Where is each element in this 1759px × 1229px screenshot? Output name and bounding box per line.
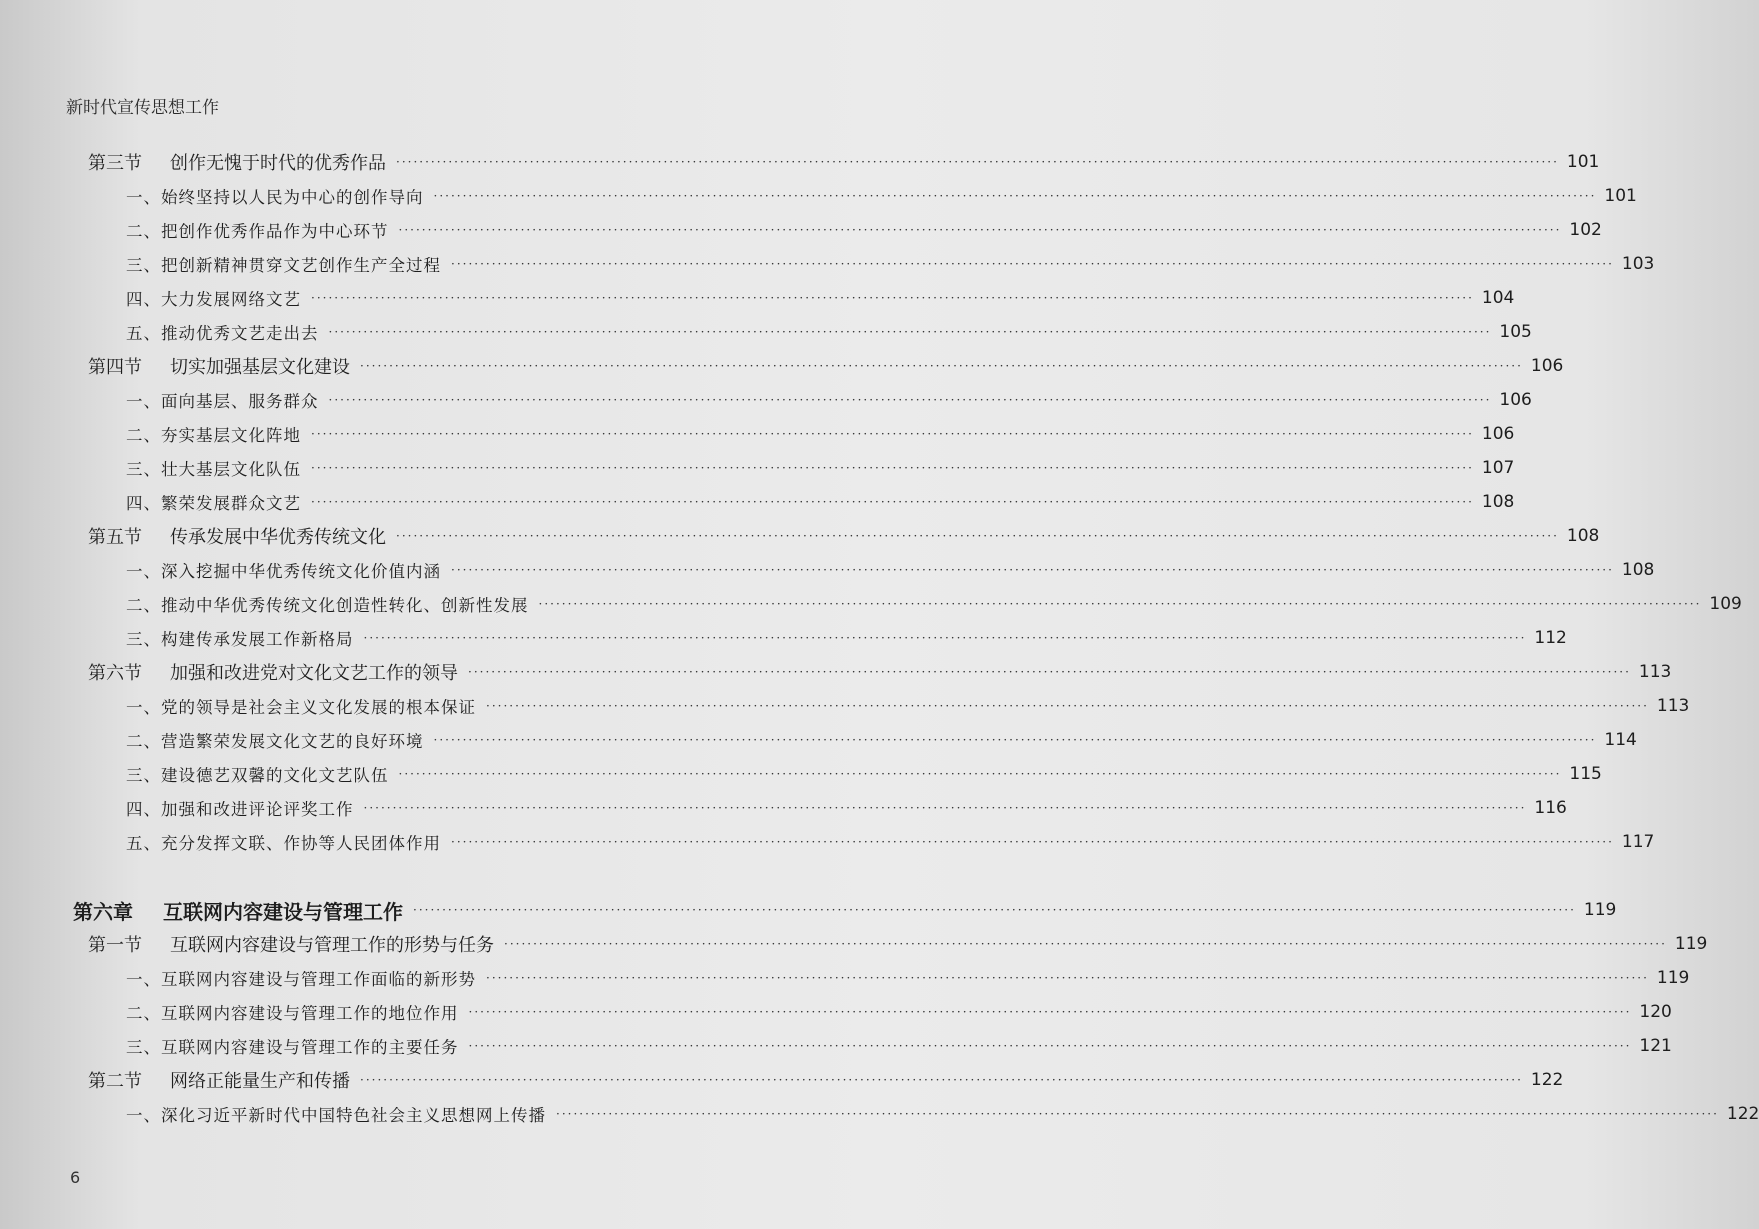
dot-leader: ········································································································································································································ xyxy=(360,1073,1523,1087)
running-header: 新时代宣传思想工作 xyxy=(66,98,219,118)
toc-entry-label xyxy=(0,796,354,820)
toc-entry-label xyxy=(0,320,319,344)
toc-page-number: 119 xyxy=(1674,934,1708,954)
toc-entry-title: 二、推动中华优秀传统文化创造性转化、创新性发展 xyxy=(126,596,529,615)
toc-page-number: 120 xyxy=(1639,1002,1672,1022)
dot-leader: ········································································································································································································ xyxy=(451,835,1614,849)
toc-page-number: 113 xyxy=(1656,696,1690,716)
toc-item-row xyxy=(0,418,1515,450)
dot-leader: ········································································································································································································ xyxy=(311,461,1474,475)
dot-leader: ········································································································································································································ xyxy=(311,291,1474,305)
toc-entry-label xyxy=(0,218,389,242)
toc-item-row xyxy=(0,690,1690,722)
toc-page-number: 107 xyxy=(1481,458,1515,478)
toc-entry-label xyxy=(0,149,386,175)
toc-entry-title: 四、加强和改进评论评奖工作 xyxy=(126,800,354,819)
toc-page-number: 121 xyxy=(1639,1036,1672,1056)
toc-page-number: 114 xyxy=(1604,730,1637,750)
toc-page-number: 113 xyxy=(1638,662,1672,682)
toc-section-row xyxy=(0,350,1564,382)
dot-leader: ········································································································································································································ xyxy=(538,597,1702,611)
toc-page-number: 108 xyxy=(1566,526,1600,546)
toc-entry-number: 第六章 xyxy=(73,899,133,924)
toc-entry-label xyxy=(0,728,424,752)
toc-entry-title: 创作无愧于时代的优秀作品 xyxy=(170,153,386,174)
toc-page-number: 122 xyxy=(1726,1104,1759,1124)
toc-entry-label xyxy=(0,966,476,990)
toc-page-number: 119 xyxy=(1656,968,1690,988)
dot-leader: ········································································································································································································ xyxy=(451,563,1614,577)
toc-entry-label xyxy=(0,592,529,616)
toc-entry-label xyxy=(0,626,354,650)
toc-page-number: 102 xyxy=(1569,220,1602,240)
toc-item-row xyxy=(0,384,1532,416)
dot-leader: ········································································································································································································ xyxy=(396,155,1559,169)
toc-page-number: 109 xyxy=(1709,594,1742,614)
dot-leader: ········································································································································································································ xyxy=(396,529,1559,543)
toc-page-number: 122 xyxy=(1530,1070,1564,1090)
toc-entry-label xyxy=(0,931,494,957)
toc-entry-label xyxy=(0,1034,459,1058)
dot-leader: ········································································································································································································ xyxy=(328,325,1492,339)
toc-entry-title: 互联网内容建设与管理工作的形势与任务 xyxy=(170,935,494,956)
dot-leader: ········································································································································································································ xyxy=(451,257,1614,271)
toc-entry-number: 第三节 xyxy=(88,153,142,174)
toc-entry-label xyxy=(0,353,350,379)
toc-entry-title: 五、充分发挥文联、作协等人民团体作用 xyxy=(126,834,441,853)
toc-item-row xyxy=(0,214,1602,246)
toc-page-number: 101 xyxy=(1604,186,1637,206)
toc-entry-title: 五、推动优秀文艺走出去 xyxy=(126,324,319,343)
toc-entry-title: 一、面向基层、服务群众 xyxy=(126,392,319,411)
toc-entry-title: 四、大力发展网络文艺 xyxy=(126,290,301,309)
toc-entry-number: 第一节 xyxy=(88,935,142,956)
toc-section-row xyxy=(0,656,1672,688)
toc-entry-label xyxy=(0,558,441,582)
toc-page-number: 119 xyxy=(1583,900,1617,920)
toc-entry-label xyxy=(0,1067,350,1093)
toc-item-row xyxy=(0,996,1672,1028)
toc-item-row xyxy=(0,792,1567,824)
dot-leader: ········································································································································································································ xyxy=(398,223,1562,237)
toc-page-number: 117 xyxy=(1621,832,1655,852)
toc-entry-label xyxy=(0,1102,546,1126)
toc-entry-label xyxy=(0,490,301,514)
toc-entry-title: 传承发展中华优秀传统文化 xyxy=(170,527,386,548)
dot-leader: ········································································································································································································ xyxy=(413,903,1576,917)
toc-page-number: 116 xyxy=(1534,798,1567,818)
toc-entry-title: 二、互联网内容建设与管理工作的地位作用 xyxy=(126,1004,459,1023)
toc-entry-label xyxy=(0,184,424,208)
toc-entry-title: 二、夯实基层文化阵地 xyxy=(126,426,301,445)
toc-page-number: 108 xyxy=(1621,560,1655,580)
dot-leader: ········································································································································································································ xyxy=(363,631,1527,645)
toc-entry-number: 第五节 xyxy=(88,527,142,548)
dot-leader: ········································································································································································································ xyxy=(433,189,1597,203)
toc-entry-title: 一、始终坚持以人民为中心的创作导向 xyxy=(126,188,424,207)
toc-entry-title: 切实加强基层文化建设 xyxy=(170,357,350,378)
toc-page-number: 108 xyxy=(1481,492,1515,512)
dot-leader: ········································································································································································································ xyxy=(468,1005,1632,1019)
dot-leader: ········································································································································································································ xyxy=(311,427,1474,441)
dot-leader: ········································································································································································································ xyxy=(556,1107,1719,1121)
toc-item-row xyxy=(0,1030,1672,1062)
toc-page-number: 103 xyxy=(1621,254,1655,274)
toc-item-row xyxy=(0,724,1637,756)
toc-entry-title: 一、互联网内容建设与管理工作面临的新形势 xyxy=(126,970,476,989)
toc-entry-number: 第四节 xyxy=(88,357,142,378)
toc-entry-title: 一、党的领导是社会主义文化发展的根本保证 xyxy=(126,698,476,717)
toc-entry-title: 互联网内容建设与管理工作 xyxy=(163,899,403,924)
toc-page-number: 112 xyxy=(1534,628,1567,648)
toc-section-row xyxy=(0,1064,1564,1096)
dot-leader: ········································································································································································································ xyxy=(363,801,1527,815)
page-number: 6 xyxy=(70,1168,81,1187)
toc-entry-label xyxy=(0,286,301,310)
toc-entry-label xyxy=(0,659,458,685)
toc-entry-label xyxy=(0,523,386,549)
toc-entry-title: 三、互联网内容建设与管理工作的主要任务 xyxy=(126,1038,459,1057)
toc-entry-title: 三、建设德艺双馨的文化文艺队伍 xyxy=(126,766,389,785)
toc-entry-label xyxy=(0,456,301,480)
toc-item-row xyxy=(0,588,1742,620)
toc-entry-title: 四、繁荣发展群众文艺 xyxy=(126,494,301,513)
toc-section-row xyxy=(0,928,1708,960)
toc-page-number: 106 xyxy=(1530,356,1564,376)
toc-item-row xyxy=(0,180,1637,212)
toc-entry-label xyxy=(0,694,476,718)
toc-item-row xyxy=(0,622,1567,654)
toc-item-row xyxy=(0,1098,1759,1130)
toc-item-row xyxy=(0,452,1515,484)
toc-item-row xyxy=(0,826,1655,858)
toc-section-row xyxy=(0,146,1600,178)
toc-entry-label xyxy=(0,762,389,786)
toc-chapter-row xyxy=(0,894,1617,926)
toc-entry-number: 第六节 xyxy=(88,663,142,684)
dot-leader: ········································································································································································································ xyxy=(468,1039,1632,1053)
toc-entry-title: 一、深入挖掘中华优秀传统文化价值内涵 xyxy=(126,562,441,581)
toc-entry-title: 一、深化习近平新时代中国特色社会主义思想网上传播 xyxy=(126,1106,546,1125)
toc-item-row xyxy=(0,282,1515,314)
dot-leader: ········································································································································································································ xyxy=(486,971,1649,985)
toc-section-row xyxy=(0,520,1600,552)
dot-leader: ········································································································································································································ xyxy=(468,665,1631,679)
dot-leader: ········································································································································································································ xyxy=(398,767,1562,781)
toc-entry-title: 三、壮大基层文化队伍 xyxy=(126,460,301,479)
toc-entry-label xyxy=(0,388,319,412)
dot-leader: ········································································································································································································ xyxy=(311,495,1474,509)
dot-leader: ········································································································································································································ xyxy=(486,699,1649,713)
dot-leader: ········································································································································································································ xyxy=(328,393,1492,407)
toc-entry-title: 加强和改进党对文化文艺工作的领导 xyxy=(170,663,458,684)
toc-entry-title: 三、把创新精神贯穿文艺创作生产全过程 xyxy=(126,256,441,275)
toc-entry-label xyxy=(0,252,441,276)
toc-page-number: 104 xyxy=(1481,288,1515,308)
toc-entry-title: 网络正能量生产和传播 xyxy=(170,1071,350,1092)
dot-leader: ········································································································································································································ xyxy=(504,937,1667,951)
toc-entry-title: 二、把创作优秀作品作为中心环节 xyxy=(126,222,389,241)
toc-entry-label xyxy=(0,1000,459,1024)
toc-item-row xyxy=(0,962,1690,994)
toc-page-number: 105 xyxy=(1499,322,1532,342)
toc-entry-label xyxy=(0,422,301,446)
toc-item-row xyxy=(0,486,1515,518)
toc-entry-title: 二、营造繁荣发展文化文艺的良好环境 xyxy=(126,732,424,751)
toc-item-row xyxy=(0,758,1602,790)
toc-entry-number: 第二节 xyxy=(88,1071,142,1092)
toc-page-number: 106 xyxy=(1499,390,1532,410)
toc-entry-label xyxy=(0,830,441,854)
toc-entry-label xyxy=(0,896,403,925)
toc-page-number: 101 xyxy=(1566,152,1600,172)
toc-entry-title: 三、构建传承发展工作新格局 xyxy=(126,630,354,649)
toc-page-number: 115 xyxy=(1569,764,1602,784)
dot-leader: ········································································································································································································ xyxy=(360,359,1523,373)
toc-page-number: 106 xyxy=(1481,424,1515,444)
dot-leader: ········································································································································································································ xyxy=(433,733,1597,747)
toc-item-row xyxy=(0,554,1655,586)
toc-item-row xyxy=(0,248,1655,280)
toc-item-row xyxy=(0,316,1532,348)
